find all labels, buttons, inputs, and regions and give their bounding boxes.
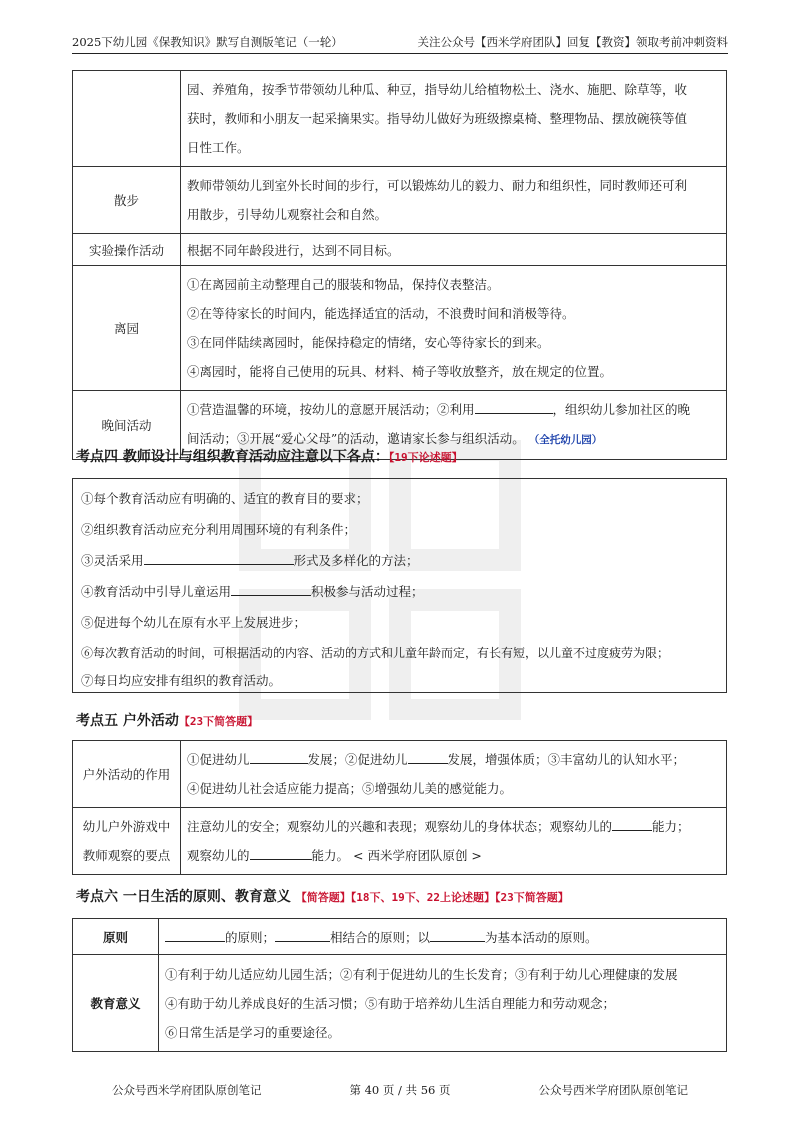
- fill-blank: [275, 929, 330, 942]
- exam-tag: 【19下论述题】: [388, 451, 463, 464]
- fill-blank: [165, 929, 225, 942]
- fill-blank: [144, 552, 294, 565]
- daily-activities-table: [72, 70, 727, 460]
- list-item: ⑤促进每个幼儿在原有水平上发展进步；: [81, 615, 307, 630]
- list-item: ⑥每次教育活动的时间，可根据活动的内容、活动的方式和儿童年龄而定，有长有短，以儿童不过度疲劳为限；: [81, 646, 670, 660]
- list-item: ③灵活采用 形式及多样化的方法；: [81, 553, 419, 568]
- table-row: [73, 741, 727, 808]
- section-heading-5: 考点五 户外活动【23下简答题】: [76, 713, 259, 729]
- table-row: [73, 955, 727, 1052]
- footer-right: 公众号西米学府团队原创笔记: [538, 1083, 688, 1097]
- row-content-cell: 园、养殖角，按季节带领幼儿种瓜、种豆，指导幼儿给植物松土、浇水、施肥、除草等，收 获时，教师和小朋友一起采摘果实。指导幼儿做好为班级擦桌椅、整理物品、摆放碗筷等值 日性工作。: [181, 71, 727, 167]
- row-label-observation: 幼儿户外游戏中 教师观察的要点: [73, 808, 181, 875]
- table-row: [73, 266, 727, 391]
- table-row: [73, 808, 727, 875]
- row-label-principle: 原则: [73, 919, 159, 955]
- row-content-cell: 根据不同年龄段进行，达到不同目标。: [181, 234, 727, 266]
- row-content-cell: 注意幼儿的安全；观察幼儿的兴趣和表现；观察幼儿的身体状态；观察幼儿的 能力； 观察幼儿的 能力。 < 西米学府团队原创 >: [181, 808, 727, 875]
- row-content-cell: 教师带领幼儿到室外长时间的步行，可以锻炼幼儿的毅力、耐力和组织性，同时教师还可利 用散步，引导幼儿观察社会和自然。: [181, 167, 727, 234]
- outdoor-activity-table: [72, 740, 727, 875]
- fill-blank: [475, 401, 553, 414]
- table-row: [73, 167, 727, 234]
- fill-blank: [430, 929, 485, 942]
- section-heading-4: 考点四 教师设计与组织教育活动应注意以下各点：【19下论述题】: [76, 449, 463, 465]
- table-row: [73, 71, 727, 167]
- list-item: ④教育活动中引导儿童运用 积极参与活动过程；: [81, 584, 424, 599]
- row-content-cell: 的原则； 相结合的原则；以 为基本活动的原则。: [159, 919, 727, 955]
- list-item: ②组织教育活动应充分利用周围环境的有利条件；: [81, 522, 357, 537]
- fill-blank: [612, 818, 652, 831]
- list-item: ①每个教育活动应有明确的、适宜的教育目的要求；: [81, 491, 369, 506]
- footer-left: 公众号西米学府团队原创笔记: [112, 1083, 262, 1097]
- exam-tag: 【23下简答题】: [178, 715, 259, 728]
- table-row: [73, 234, 727, 266]
- section-heading-6: 考点六 一日生活的原则、教育意义 【简答题】【18下、19下、22上论述题】【23下简答题】: [76, 889, 569, 905]
- row-label-meaning: 教育意义: [73, 955, 159, 1052]
- list-item: ⑦每日均应安排有组织的教育活动。: [81, 673, 282, 688]
- exam-tag: 【简答题】: [295, 891, 351, 904]
- page-number: 第 40 页 / 共 56 页: [349, 1083, 451, 1097]
- credit-note: < 西米学府团队原创 >: [353, 848, 482, 863]
- note-tag: （全托幼儿园）: [528, 434, 603, 446]
- header-title: 2025下幼儿园《保教知识》默写自测版笔记（一轮）: [72, 35, 343, 49]
- section4-list: [72, 478, 727, 693]
- row-content-cell: ①在离园前主动整理自己的服装和物品，保持仪表整洁。 ②在等待家长的时间内，能选择适宜的活动，不浪费时间和消极等待。 ③在同伴陆续离园时，能保持稳定的情绪，安心等待家长的到来。 ④离园时，能将自己使用的玩具、材料、椅子等收放整齐，放在规定的位置。: [181, 266, 727, 391]
- row-label-leaving: 离园: [73, 266, 181, 391]
- row-label-walk: 散步: [73, 167, 181, 234]
- row-label-cell: [73, 71, 181, 167]
- page-header: [72, 30, 728, 54]
- row-label-evening: 晚间活动: [73, 391, 181, 460]
- row-content-cell: ①促进幼儿 发展；②促进幼儿 发展，增强体质；③丰富幼儿的认知水平； ④促进幼儿社会适应能力提高；⑤增强幼儿美的感觉能力。: [181, 741, 727, 808]
- row-content-cell: ①有利于幼儿适应幼儿园生活；②有利于促进幼儿的生长发育；③有利于幼儿心理健康的发展 ④有助于幼儿养成良好的生活习惯；⑤有助于培养幼儿生活自理能力和劳动观念； ⑥日常生活是学习的重要途径。: [159, 955, 727, 1052]
- fill-blank: [250, 751, 308, 764]
- fill-blank: [231, 583, 311, 596]
- daily-life-table: [72, 918, 727, 1052]
- row-label-experiment: 实验操作活动: [73, 234, 181, 266]
- row-content-cell: ①营造温馨的环境，按幼儿的意愿开展活动；②利用 ，组织幼儿参加社区的晚 间活动；③开展“爱心父母”的活动，邀请家长参与组织活动。 （全托幼儿园）: [181, 391, 727, 460]
- header-promo: 关注公众号【西米学府团队】回复【教资】领取考前冲刺资料: [417, 35, 728, 49]
- table-row: [73, 919, 727, 955]
- exam-tag: 【18下、19下、22上论述题】: [350, 891, 495, 904]
- row-label-outdoor-role: 户外活动的作用: [73, 741, 181, 808]
- exam-tag: 【23下简答题】: [495, 891, 569, 904]
- fill-blank: [250, 847, 312, 860]
- fill-blank: [408, 751, 448, 764]
